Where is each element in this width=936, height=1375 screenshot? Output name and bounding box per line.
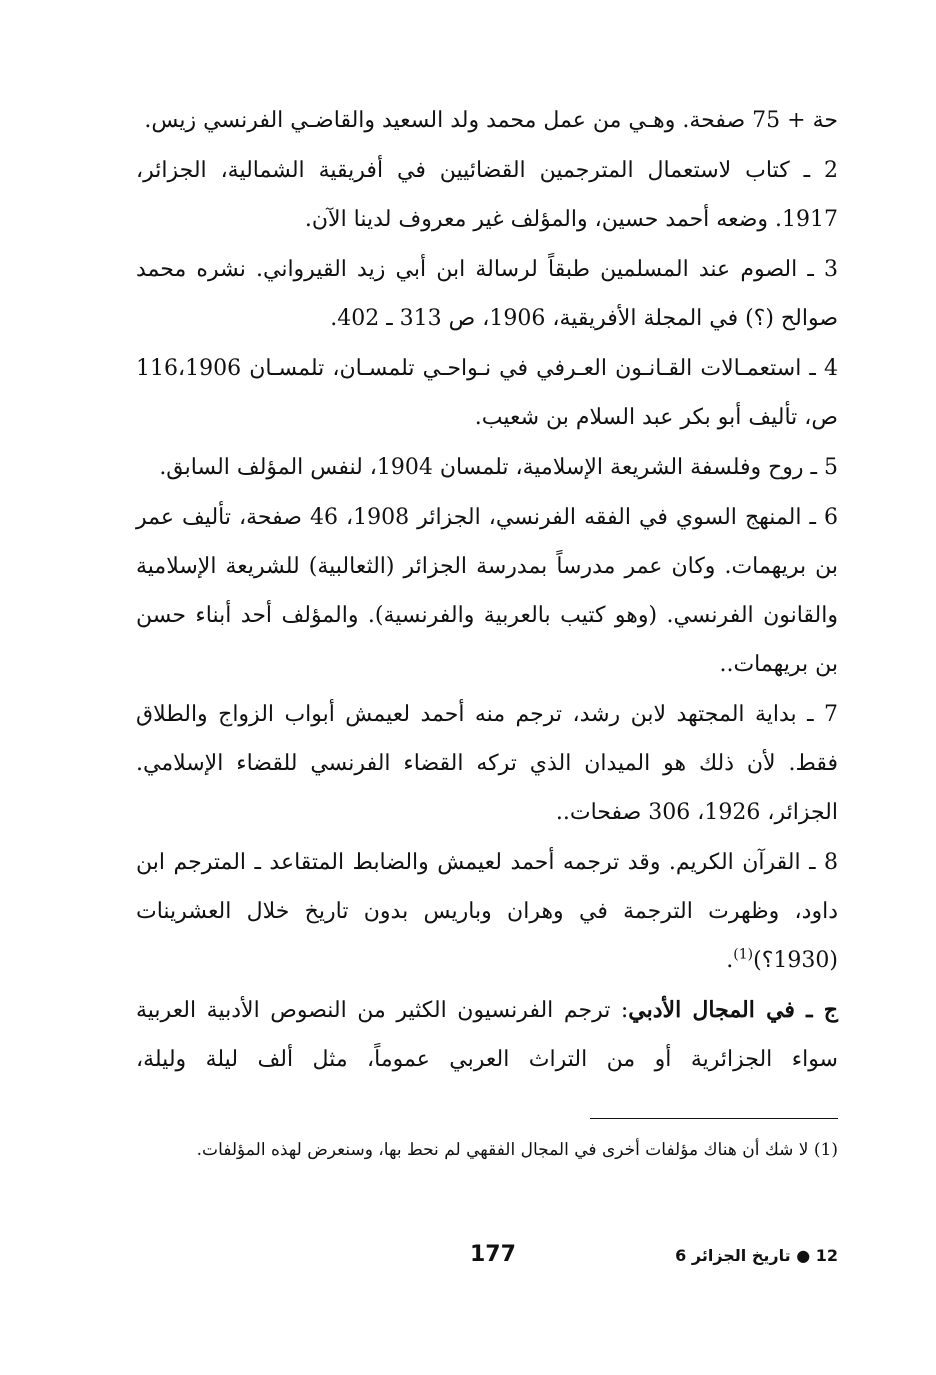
paragraph-item-3: 3 ـ الصوم عند المسلمين طبقاً لرسالة ابن أبي زيد القيرواني. نشره محمد صوالح (؟) في المجلة الأفريقية، 1906، ص 313 ـ 402. (136, 257, 838, 331)
paragraph-item-6: 6 ـ المنهج السوي في الفقه الفرنسي، الجزائر 1908، 46 صفحة، تأليف عمر بن بريهمات. وكان عمر مدرساً بمدرسة الجزائر (الثعالبية) للشريعة الإسلامية والقانون الفرنسي. (وهو كتيب بالعربية والفرنسية). والمؤلف أحد أبناء حسن بن بريهمات.. (136, 505, 839, 677)
book-page (136, 96, 838, 1326)
footnote: (1) لا شك أن هناك مؤلفات أخرى في المجال الفقهي لم نحط بها، وسنعرض لهذه المؤلفات. (196, 1140, 838, 1160)
footnote-reference-tail: . (726, 948, 734, 973)
section-c-heading: ج ـ في المجال الأدبي (628, 997, 838, 1023)
page-footer (136, 1242, 838, 1278)
footnote-reference: (1) (733, 946, 754, 963)
paragraph-item-2: 2 ـ كتاب لاستعمال المترجمين القضائيين في أفريقية الشمالية، الجزائر، 1917. وضعه أحمد حسين، والمؤلف غير معروف لدينا الآن. (136, 158, 838, 232)
paragraph-continuation: حة + 75 صفحة. وهـي من عمل محمد ولد السعيد والقاضـي الفرنسي زيس. (144, 108, 838, 133)
paragraph-item-5: 5 ـ روح وفلسفة الشريعة الإسلامية، تلمسان 1904، لنفس المؤلف السابق. (159, 455, 838, 480)
paragraph-item-8-text: 8 ـ القرآن الكريم. وقد ترجمه أحمد لعيمش والضابط المتقاعد ـ المترجم ابن داود، وظهرت الترجمة في وهران وباريس بدون تاريخ خلال العشرينات (1930؟) (136, 850, 838, 973)
signature-mark: 12 ● تاريخ الجزائر 6 (675, 1246, 838, 1265)
footnote-divider (590, 1118, 838, 1119)
section-c-text: : ترجم الفرنسيون الكثير من النصوص الأدبية العربية سواء الجزائرية أو من التراث العربي عموماً، مثل ألف ليلة وليلة، (136, 998, 838, 1072)
paragraph-item-8 (136, 838, 838, 985)
section-c-paragraph (136, 986, 838, 1084)
paragraph-item-7: 7 ـ بداية المجتهد لابن رشد، ترجم منه أحمد لعيمش أبواب الزواج والطلاق فقط. لأن ذلك هو الميدان الذي تركه القضاء الفرنسي للقضاء الإسلامي. الجزائر، 1926، 306 صفحات.. (136, 702, 838, 825)
paragraph-item-4: 4 ـ استعمـالات القـانـون العـرفي في نـواحـي تلمسـان، تلمسـان 116،1906 ص، تأليف أبو بكر عبد السلام بن شعيب. (136, 356, 838, 430)
page-number: 177 (470, 1242, 516, 1267)
